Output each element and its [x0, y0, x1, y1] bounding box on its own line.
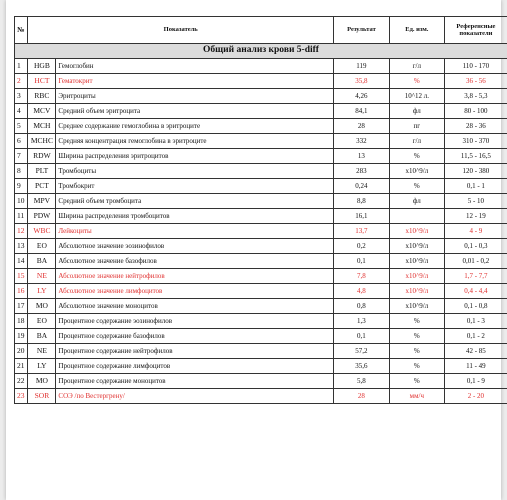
row-num: 21: [15, 359, 28, 374]
row-name: Ширина распределения эритроцитов: [56, 149, 334, 164]
table-row: [15, 209, 507, 224]
row-ref: 120 - 380: [444, 164, 507, 179]
row-name: Тромбоциты: [56, 164, 334, 179]
table-row: [15, 344, 507, 359]
row-code: HGB: [28, 59, 56, 74]
row-num: 10: [15, 194, 28, 209]
row-result: 283: [333, 164, 389, 179]
row-num: 13: [15, 239, 28, 254]
table-row: [15, 374, 507, 389]
row-code: PLT: [28, 164, 56, 179]
row-ref: 28 - 36: [444, 119, 507, 134]
row-result: 0,24: [333, 179, 389, 194]
row-unit: %: [389, 374, 444, 389]
row-result: 35,6: [333, 359, 389, 374]
row-code: SOR: [28, 389, 56, 404]
row-unit: %: [389, 344, 444, 359]
row-code: HCT: [28, 74, 56, 89]
table-row: [15, 179, 507, 194]
row-name: Процентное содержание эозинофилов: [56, 314, 334, 329]
row-result: 0,8: [333, 299, 389, 314]
row-name: Средний объем тромбоцита: [56, 194, 334, 209]
row-result: 0,2: [333, 239, 389, 254]
row-name: Процентное содержание базофилов: [56, 329, 334, 344]
row-unit: %: [389, 359, 444, 374]
row-unit: фл: [389, 194, 444, 209]
row-ref: 36 - 56: [444, 74, 507, 89]
table-row: [15, 149, 507, 164]
document-page: [6, 0, 501, 500]
row-ref: 42 - 85: [444, 344, 507, 359]
row-name: Среднее содержание гемоглобина в эритроците: [56, 119, 334, 134]
row-unit: %: [389, 329, 444, 344]
table-row: [15, 59, 507, 74]
row-num: 15: [15, 269, 28, 284]
row-unit: [389, 209, 444, 224]
row-ref: 110 - 170: [444, 59, 507, 74]
row-ref: 80 - 100: [444, 104, 507, 119]
table-row: [15, 89, 507, 104]
row-num: 2: [15, 74, 28, 89]
row-name: Абсолютное значение лимфоцитов: [56, 284, 334, 299]
row-ref: 0,1 - 9: [444, 374, 507, 389]
row-result: 4,26: [333, 89, 389, 104]
table-row: [15, 239, 507, 254]
row-ref: 5 - 10: [444, 194, 507, 209]
row-unit: х10^9/л: [389, 164, 444, 179]
row-name: Гематокрит: [56, 74, 334, 89]
table-row: [15, 254, 507, 269]
row-ref: 12 - 19: [444, 209, 507, 224]
row-num: 9: [15, 179, 28, 194]
table-header-row: [15, 17, 507, 44]
row-code: LY: [28, 359, 56, 374]
row-code: MCHC: [28, 134, 56, 149]
row-unit: 10^12 л.: [389, 89, 444, 104]
row-ref: 0,1 - 3: [444, 314, 507, 329]
row-num: 11: [15, 209, 28, 224]
row-num: 5: [15, 119, 28, 134]
table-row: [15, 284, 507, 299]
table-row: [15, 314, 507, 329]
row-code: EO: [28, 239, 56, 254]
row-unit: %: [389, 314, 444, 329]
row-ref: 1,7 - 7,7: [444, 269, 507, 284]
row-result: 16,1: [333, 209, 389, 224]
row-ref: 0,01 - 0,2: [444, 254, 507, 269]
table-row: [15, 269, 507, 284]
row-name: Ширина распределения тромбоцитов: [56, 209, 334, 224]
row-unit: пг: [389, 119, 444, 134]
row-code: BA: [28, 329, 56, 344]
row-num: 19: [15, 329, 28, 344]
row-name: Процентное содержание нейтрофилов: [56, 344, 334, 359]
row-num: 23: [15, 389, 28, 404]
row-code: BA: [28, 254, 56, 269]
table-row: [15, 299, 507, 314]
row-name: Процентное содержание моноцитов: [56, 374, 334, 389]
row-result: 35,8: [333, 74, 389, 89]
row-result: 28: [333, 119, 389, 134]
row-num: 17: [15, 299, 28, 314]
row-unit: х10^9/л: [389, 224, 444, 239]
row-num: 8: [15, 164, 28, 179]
row-unit: х10^9/л: [389, 239, 444, 254]
row-unit: г/л: [389, 134, 444, 149]
row-result: 332: [333, 134, 389, 149]
row-unit: фл: [389, 104, 444, 119]
row-ref: 0,1 - 0,8: [444, 299, 507, 314]
row-result: 5,8: [333, 374, 389, 389]
row-code: PDW: [28, 209, 56, 224]
table-row: [15, 359, 507, 374]
row-code: NE: [28, 269, 56, 284]
table-row: [15, 74, 507, 89]
header-num: №: [15, 17, 28, 44]
section-title: Общий анализ крови 5-diff: [15, 44, 507, 59]
row-num: 3: [15, 89, 28, 104]
row-ref: 0,1 - 2: [444, 329, 507, 344]
header-result: Результат: [333, 17, 389, 44]
row-result: 13: [333, 149, 389, 164]
row-code: MCV: [28, 104, 56, 119]
table-row: [15, 134, 507, 149]
row-code: RBC: [28, 89, 56, 104]
row-result: 28: [333, 389, 389, 404]
row-result: 13,7: [333, 224, 389, 239]
row-result: 119: [333, 59, 389, 74]
row-unit: х10^9/л: [389, 299, 444, 314]
section-row: [15, 44, 507, 59]
row-ref: 3,8 - 5,3: [444, 89, 507, 104]
row-code: MPV: [28, 194, 56, 209]
row-num: 14: [15, 254, 28, 269]
row-result: 4,8: [333, 284, 389, 299]
row-name: Абсолютное значение моноцитов: [56, 299, 334, 314]
row-result: 1,3: [333, 314, 389, 329]
row-code: RDW: [28, 149, 56, 164]
row-result: 8,8: [333, 194, 389, 209]
row-ref: 0,4 - 4,4: [444, 284, 507, 299]
row-unit: х10^9/л: [389, 284, 444, 299]
row-name: Эритроциты: [56, 89, 334, 104]
row-result: 57,2: [333, 344, 389, 359]
row-num: 20: [15, 344, 28, 359]
row-num: 7: [15, 149, 28, 164]
row-result: 0,1: [333, 254, 389, 269]
row-result: 84,1: [333, 104, 389, 119]
row-result: 0,1: [333, 329, 389, 344]
row-ref: 4 - 9: [444, 224, 507, 239]
row-unit: х10^9/л: [389, 254, 444, 269]
table-row: [15, 389, 507, 404]
row-num: 4: [15, 104, 28, 119]
row-result: 7,8: [333, 269, 389, 284]
row-code: MO: [28, 299, 56, 314]
row-code: LY: [28, 284, 56, 299]
header-ref: Референсные показатели: [444, 17, 507, 44]
row-name: Тромбокрит: [56, 179, 334, 194]
row-name: Процентное содержание лимфоцитов: [56, 359, 334, 374]
row-unit: %: [389, 179, 444, 194]
row-num: 1: [15, 59, 28, 74]
blood-test-table: [14, 16, 507, 404]
row-code: MCH: [28, 119, 56, 134]
row-name: Лейкоциты: [56, 224, 334, 239]
row-num: 12: [15, 224, 28, 239]
row-name: Средний объем эритроцита: [56, 104, 334, 119]
row-unit: %: [389, 74, 444, 89]
row-ref: 11,5 - 16,5: [444, 149, 507, 164]
row-name: Средняя концентрация гемоглобина в эритроците: [56, 134, 334, 149]
row-name: СОЭ /по Вестергрену/: [56, 389, 334, 404]
table-row: [15, 104, 507, 119]
row-code: EO: [28, 314, 56, 329]
table-row: [15, 329, 507, 344]
row-code: WBC: [28, 224, 56, 239]
row-unit: мм/ч: [389, 389, 444, 404]
table-row: [15, 194, 507, 209]
row-ref: 310 - 370: [444, 134, 507, 149]
row-name: Абсолютное значение нейтрофилов: [56, 269, 334, 284]
row-code: NE: [28, 344, 56, 359]
table-row: [15, 224, 507, 239]
row-unit: г/л: [389, 59, 444, 74]
row-ref: 11 - 49: [444, 359, 507, 374]
row-num: 22: [15, 374, 28, 389]
header-unit: Ед. изм.: [389, 17, 444, 44]
row-ref: 0,1 - 1: [444, 179, 507, 194]
row-num: 6: [15, 134, 28, 149]
table-row: [15, 164, 507, 179]
row-num: 16: [15, 284, 28, 299]
table-row: [15, 119, 507, 134]
row-num: 18: [15, 314, 28, 329]
row-unit: х10^9/л: [389, 269, 444, 284]
row-unit: %: [389, 149, 444, 164]
row-name: Абсолютное значение эозинофилов: [56, 239, 334, 254]
row-name: Гемоглобин: [56, 59, 334, 74]
row-code: MO: [28, 374, 56, 389]
row-code: PCT: [28, 179, 56, 194]
row-ref: 0,1 - 0,3: [444, 239, 507, 254]
header-name: Показатель: [28, 17, 334, 44]
row-ref: 2 - 20: [444, 389, 507, 404]
row-name: Абсолютное значение базофилов: [56, 254, 334, 269]
